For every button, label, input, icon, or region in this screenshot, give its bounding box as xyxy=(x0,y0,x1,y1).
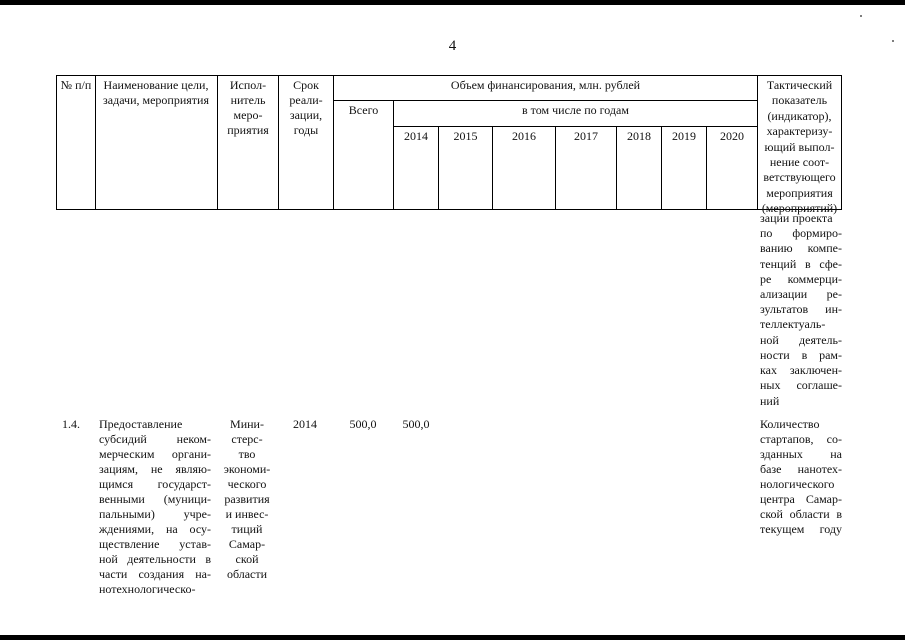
continuation-line: по формиро- xyxy=(760,226,842,240)
continuation-line: ной деятель- xyxy=(760,333,842,347)
continuation-line: ности в рам- xyxy=(760,348,842,362)
scan-speck xyxy=(860,15,862,17)
row-executor-line: области xyxy=(226,567,268,581)
header-year: 2018 xyxy=(627,129,651,143)
row-name-line: ществление устав- xyxy=(99,537,211,551)
header-year: 2019 xyxy=(672,129,696,143)
header-term: Срок реали-зации, годы xyxy=(289,78,323,137)
row-number: 1.4. xyxy=(62,417,80,431)
row-indicator-line: Количество xyxy=(760,417,820,431)
row-name-line: нотехнологическо- xyxy=(99,582,196,596)
continuation-line: зультатов ин- xyxy=(760,302,842,316)
continuation-line: ре коммерци- xyxy=(760,272,842,286)
row-executor-line: экономи- xyxy=(223,462,271,476)
header-by-years: в том числе по годам xyxy=(522,103,629,117)
header-year: 2014 xyxy=(404,129,428,143)
row-name-line: венными (муници- xyxy=(99,492,211,506)
row-executor-line: стерс- xyxy=(231,432,263,446)
page-number: 4 xyxy=(448,38,457,54)
row-name-line: щимся государст- xyxy=(99,477,211,491)
header-number: № п/п xyxy=(60,78,92,92)
row-executor-line: и инвес- xyxy=(225,507,269,521)
row-indicator-line: нологического xyxy=(760,477,835,491)
continuation-line: ванию компе- xyxy=(760,241,842,255)
row-funding-2014: 500,0 xyxy=(402,417,430,431)
continuation-line: ний xyxy=(760,394,780,408)
row-indicator-line: базе нанотех- xyxy=(760,462,842,476)
row-executor-line: развития xyxy=(224,492,270,506)
row-executor-line: тиций xyxy=(231,522,263,536)
row-name-line: Предоставление xyxy=(99,417,183,431)
header-year: 2016 xyxy=(512,129,536,143)
row-executor-line: ской xyxy=(235,552,259,566)
header-funding: Объем финансирования, млн. рублей xyxy=(450,78,641,92)
row-name-line: зациям, не являю- xyxy=(99,462,211,476)
header-name: Наименование цели, задачи, мероприятия xyxy=(103,78,209,107)
scan-bottom-border xyxy=(0,635,905,640)
continuation-line: тенций в сфе- xyxy=(760,257,842,271)
row-name-line: субсидий неком- xyxy=(99,432,211,446)
header-indicator: Тактический показатель (индикатор), характеризу-ющий выпол-нение соот-ветствующего мероприятия (мероприятий) xyxy=(761,78,838,216)
row-name-line: пальными) учре- xyxy=(99,507,211,521)
row-executor-line: тво xyxy=(238,447,256,461)
row-term: 2014 xyxy=(293,417,317,431)
row-name-line: мерческим органи- xyxy=(99,447,211,461)
header-year: 2020 xyxy=(720,129,744,143)
header-year: 2017 xyxy=(574,129,598,143)
row-executor-line: Самар- xyxy=(228,537,266,551)
continuation-line: ках заключен- xyxy=(760,363,842,377)
row-executor-line: ческого xyxy=(227,477,267,491)
continuation-line: ных соглаше- xyxy=(760,378,842,392)
scan-top-border xyxy=(0,0,905,5)
continuation-line: зации проекта xyxy=(760,211,833,225)
row-name-line: ждениями, на осу- xyxy=(99,522,211,536)
row-indicator-line: стартапов, со- xyxy=(760,432,842,446)
header-year: 2015 xyxy=(453,129,478,143)
row-indicator-line: текущем году xyxy=(760,522,842,536)
header-total: Всего xyxy=(348,103,379,117)
continuation-line: ализации ре- xyxy=(760,287,842,301)
row-total: 500,0 xyxy=(349,417,377,431)
row-name-line: части создания на- xyxy=(99,567,211,581)
continuation-line: теллектуаль- xyxy=(760,317,826,331)
row-indicator-line: ской области в xyxy=(760,507,842,521)
row-name-line: ной деятельности в xyxy=(99,552,211,566)
row-indicator-line: зданных на xyxy=(760,447,842,461)
header-executor: Испол-нитель меро-приятия xyxy=(227,78,269,137)
row-executor-line: Мини- xyxy=(230,417,264,431)
row-indicator-line: центра Самар- xyxy=(760,492,842,506)
